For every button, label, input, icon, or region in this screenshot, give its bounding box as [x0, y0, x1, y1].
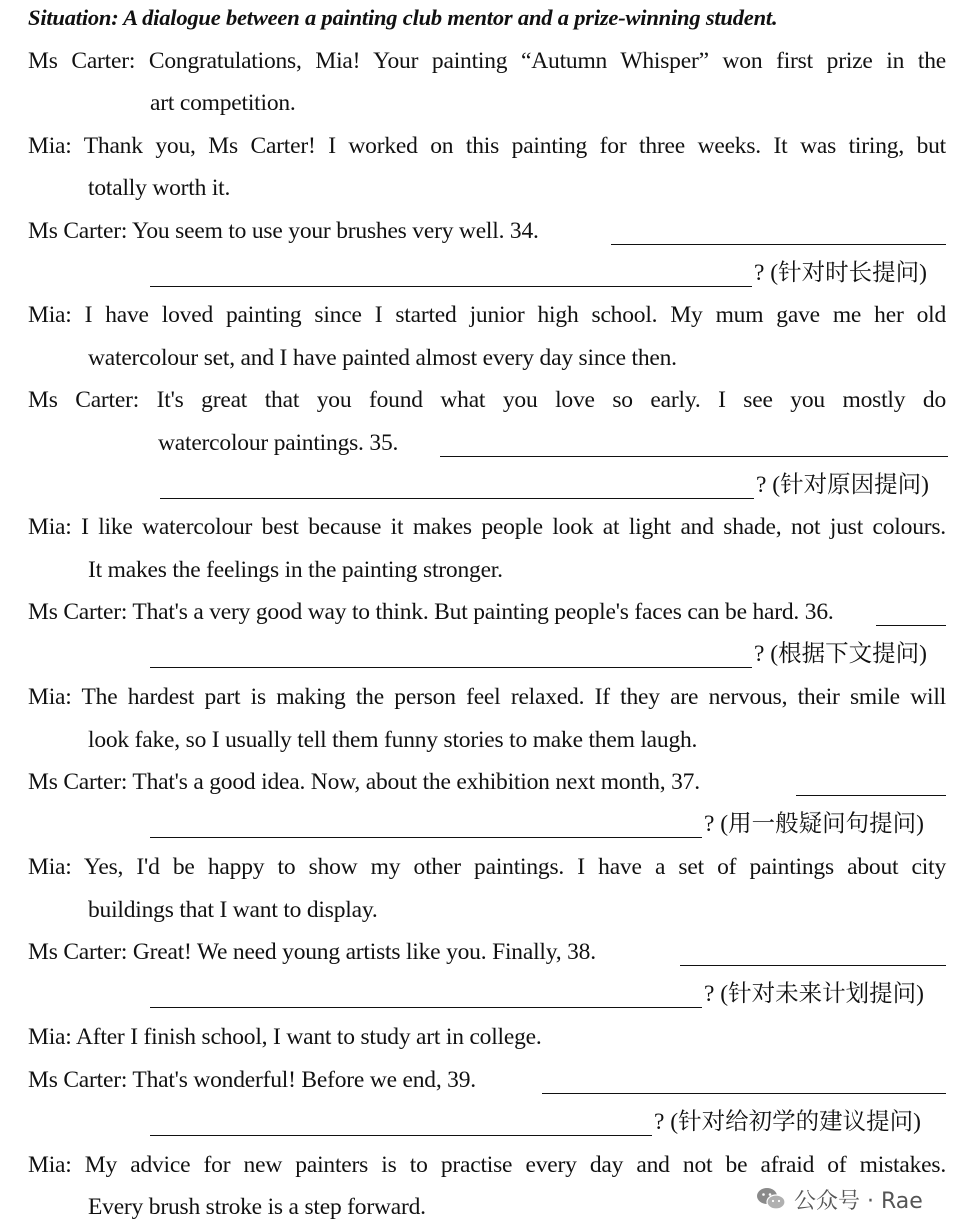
dialogue-line-19: Mia: After I finish school, I want to study art in college.: [28, 1024, 542, 1050]
dialogue-line-16: Mia: Yes, I'd be happy to show my other paintings. I have a set of paintings about city: [28, 854, 946, 880]
hint-35: ? (针对原因提问): [756, 472, 929, 498]
dialogue-line-15: Ms Carter: That's a good idea. Now, about the exhibition next month, 37.: [28, 769, 700, 795]
answer-blank-35b[interactable]: [160, 478, 754, 499]
dialogue-line-18: Ms Carter: Great! We need young artists like you. Finally, 38.: [28, 939, 596, 965]
wechat-icon: [756, 1186, 786, 1212]
answer-blank-35a[interactable]: [440, 436, 948, 457]
answer-blank-39b[interactable]: [150, 1115, 652, 1136]
answer-blank-36b[interactable]: [150, 647, 752, 668]
dialogue-line-17: buildings that I want to display.: [88, 897, 378, 923]
dialogue-line-1: Ms Carter: Congratulations, Mia! Your painting “Autumn Whisper” won first prize in the: [28, 48, 946, 74]
watermark-text: 公众号 · Rae: [794, 1188, 923, 1214]
dialogue-line-22: Every brush stroke is a step forward.: [88, 1194, 426, 1220]
dialogue-line-9: watercolour paintings. 35.: [158, 430, 399, 456]
dialogue-line-10: Mia: I like watercolour best because it makes people look at light and shade, not just colours.: [28, 514, 946, 540]
hint-36: ? (根据下文提问): [754, 641, 927, 667]
dialogue-line-5: Ms Carter: You seem to use your brushes very well. 34.: [28, 218, 539, 244]
dialogue-line-11: It makes the feelings in the painting stronger.: [88, 557, 503, 583]
dialogue-line-12: Ms Carter: That's a very good way to think. But painting people's faces can be hard. 36.: [28, 599, 834, 625]
dialogue-line-7: watercolour set, and I have painted almost every day since then.: [88, 345, 677, 371]
answer-blank-34b[interactable]: [150, 266, 752, 287]
hint-39: ? (针对给初学的建议提问): [654, 1109, 921, 1135]
answer-blank-38a[interactable]: [680, 945, 946, 966]
dialogue-line-8: Ms Carter: It's great that you found what you love so early. I see you mostly do: [28, 387, 946, 413]
hint-34: ? (针对时长提问): [754, 260, 927, 286]
dialogue-line-14: look fake, so I usually tell them funny stories to make them laugh.: [88, 727, 698, 753]
answer-blank-37b[interactable]: [150, 817, 702, 838]
dialogue-line-3: Mia: Thank you, Ms Carter! I worked on this painting for three weeks. It was tiring, but: [28, 133, 946, 159]
watermark: [756, 1184, 923, 1214]
situation-text: Situation: A dialogue between a painting club mentor and a prize-winning student.: [28, 5, 778, 30]
answer-blank-38b[interactable]: [150, 987, 702, 1008]
answer-blank-36a[interactable]: [876, 605, 946, 626]
dialogue-line-20: Ms Carter: That's wonderful! Before we end, 39.: [28, 1067, 476, 1093]
dialogue-line-6: Mia: I have loved painting since I started junior high school. My mum gave me her old: [28, 302, 946, 328]
dialogue-line-4: totally worth it.: [88, 175, 231, 201]
dialogue-line-2: art competition.: [150, 90, 296, 116]
dialogue-line-21: Mia: My advice for new painters is to practise every day and not be afraid of mistakes.: [28, 1152, 946, 1178]
answer-blank-37a[interactable]: [796, 775, 946, 796]
dialogue-line-13: Mia: The hardest part is making the person feel relaxed. If they are nervous, their smile will: [28, 684, 946, 710]
hint-38: ? (针对未来计划提问): [704, 981, 924, 1007]
hint-37: ? (用一般疑问句提问): [704, 811, 924, 837]
answer-blank-39a[interactable]: [542, 1073, 946, 1094]
answer-blank-34a[interactable]: [611, 224, 946, 245]
